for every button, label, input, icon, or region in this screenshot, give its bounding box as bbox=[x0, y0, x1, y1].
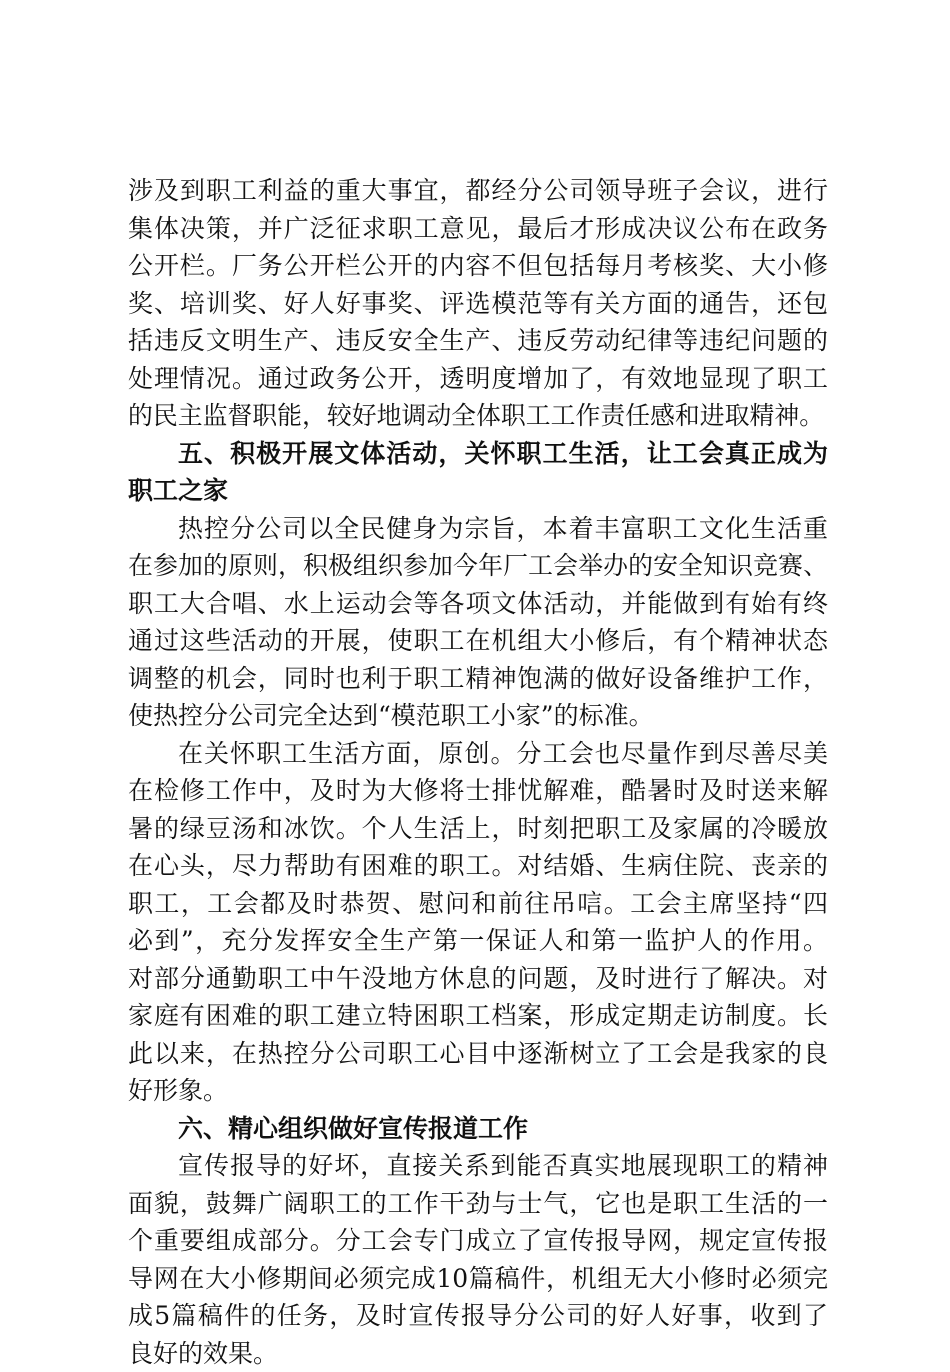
text-line: 个重要组成部分。分工会专门成立了宣传报导网，规定宣传报 bbox=[128, 1222, 828, 1260]
text-line: 职工，工会都及时恭贺、慰问和前往吊唁。工会主席坚持“四 bbox=[128, 885, 828, 923]
text-line: 暑的绿豆汤和冰饮。个人生活上，时刻把职工及家属的冷暖放 bbox=[128, 810, 828, 848]
text-line: 宣传报导的好坏，直接关系到能否真实地展现职工的精神 bbox=[128, 1147, 828, 1185]
heading-line: 五、积极开展文体活动，关怀职工生活，让工会真正成为 bbox=[128, 435, 828, 473]
section-heading-five bbox=[128, 435, 828, 510]
text-line: 公开栏。厂务公开栏公开的内容不但包括每月考核奖、大小修 bbox=[128, 247, 828, 285]
text-line: 对部分通勤职工中午没地方休息的问题，及时进行了解决。对 bbox=[128, 960, 828, 998]
paragraph-caring-for-staff bbox=[128, 735, 828, 1110]
text-line: 家庭有困难的职工建立特困职工档案，形成定期走访制度。长 bbox=[128, 997, 828, 1035]
heading-line: 职工之家 bbox=[128, 472, 828, 510]
paragraph-cultural-activities bbox=[128, 510, 828, 735]
paragraph-democratic-oversight bbox=[128, 172, 828, 435]
text-line: 良好的效果。 bbox=[128, 1335, 828, 1372]
paragraph-publicity-work bbox=[128, 1147, 828, 1372]
text-line: 成5篇稿件的任务，及时宣传报导分公司的好人好事，收到了 bbox=[128, 1297, 828, 1335]
text-line: 好形象。 bbox=[128, 1072, 828, 1110]
text-line: 集体决策，并广泛征求职工意见，最后才形成决议公布在政务 bbox=[128, 210, 828, 248]
text-line: 涉及到职工利益的重大事宜，都经分公司领导班子会议，进行 bbox=[128, 172, 828, 210]
heading-line: 六、精心组织做好宣传报道工作 bbox=[128, 1110, 828, 1148]
text-line: 调整的机会，同时也利于职工精神饱满的做好设备维护工作， bbox=[128, 660, 828, 698]
text-line: 必到”，充分发挥安全生产第一保证人和第一监护人的作用。 bbox=[128, 922, 828, 960]
text-line: 括违反文明生产、违反安全生产、违反劳动纪律等违纪问题的 bbox=[128, 322, 828, 360]
text-line: 使热控分公司完全达到“模范职工小家”的标准。 bbox=[128, 697, 828, 735]
text-line: 职工大合唱、水上运动会等各项文体活动，并能做到有始有终 bbox=[128, 585, 828, 623]
section-heading-six bbox=[128, 1110, 828, 1148]
text-line: 此以来，在热控分公司职工心目中逐渐树立了工会是我家的良 bbox=[128, 1035, 828, 1073]
text-line: 在检修工作中，及时为大修将士排忧解难，酷暑时及时送来解 bbox=[128, 772, 828, 810]
document-body bbox=[128, 172, 828, 1372]
text-line: 在关怀职工生活方面，原创。分工会也尽量作到尽善尽美 bbox=[128, 735, 828, 773]
text-line: 奖、培训奖、好人好事奖、评选模范等有关方面的通告，还包 bbox=[128, 285, 828, 323]
text-line: 通过这些活动的开展，使职工在机组大小修后，有个精神状态 bbox=[128, 622, 828, 660]
text-line: 处理情况。通过政务公开，透明度增加了，有效地显现了职工 bbox=[128, 360, 828, 398]
text-line: 的民主监督职能，较好地调动全体职工工作责任感和进取精神。 bbox=[128, 397, 828, 435]
text-line: 导网在大小修期间必须完成10篇稿件，机组无大小修时必须完 bbox=[128, 1260, 828, 1298]
text-line: 在心头，尽力帮助有困难的职工。对结婚、生病住院、丧亲的 bbox=[128, 847, 828, 885]
text-line: 面貌，鼓舞广阔职工的工作干劲与士气，它也是职工生活的一 bbox=[128, 1185, 828, 1223]
text-line: 热控分公司以全民健身为宗旨，本着丰富职工文化生活重 bbox=[128, 510, 828, 548]
text-line: 在参加的原则，积极组织参加今年厂工会举办的安全知识竞赛、 bbox=[128, 547, 828, 585]
